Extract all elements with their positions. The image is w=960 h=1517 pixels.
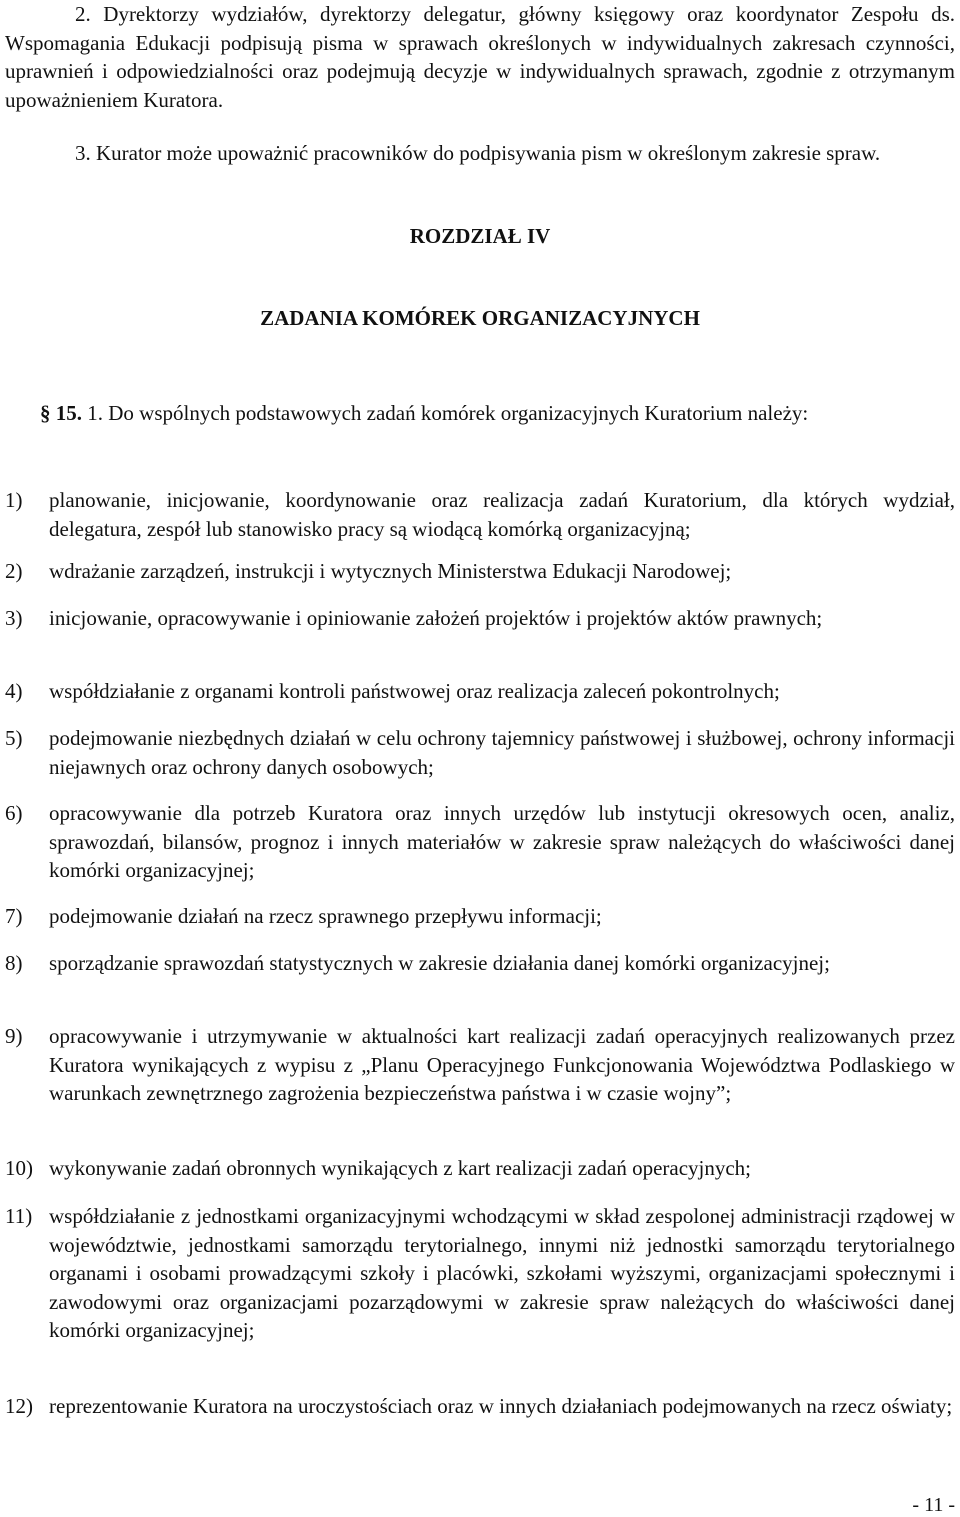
list-item [5, 1022, 955, 1108]
list-item-text: podejmowanie działań na rzecz sprawnego przepływu informacji; [49, 904, 602, 928]
list-item-text: podejmowanie niezbędnych działań w celu ochrony tajemnicy państwowej i służbowej, ochrony informacji niejawnych oraz ochrony danych osobowych; [49, 726, 955, 779]
list-item-number: 2) [5, 559, 23, 583]
list-item-text: wdrażanie zarządzeń, instrukcji i wytycznych Ministerstwa Edukacji Narodowej; [49, 559, 732, 583]
list-item [5, 677, 955, 706]
list-item-text: sporządzanie sprawozdań statystycznych w zakresie działania danej komórki organizacyjnej; [49, 951, 830, 975]
section-15-text: 1. Do wspólnych podstawowych zadań komórek organizacyjnych Kuratorium należy: [87, 401, 809, 425]
section-15-intro [5, 399, 955, 428]
list-item [5, 1154, 955, 1183]
list-item-text: wykonywanie zadań obronnych wynikających z kart realizacji zadań operacyjnych; [49, 1156, 752, 1180]
list-item [5, 1392, 955, 1421]
list-item-number: 10) [5, 1156, 33, 1180]
list-item-text: współdziałanie z organami kontroli państwowej oraz realizacja zaleceń pokontrolnych; [49, 679, 780, 703]
list-item-number: 1) [5, 488, 23, 512]
paragraph-3: 3. Kurator może upoważnić pracowników do podpisywania pism w określonym zakresie spraw. [75, 141, 881, 165]
list-item-text: reprezentowanie Kuratora na uroczystościach oraz w innych działaniach podejmowanych na rzecz oświaty; [49, 1394, 953, 1418]
section-number: § 15. [40, 401, 82, 425]
chapter-title: ZADANIA KOMÓREK ORGANIZACYJNYCH [260, 306, 700, 330]
list-item [5, 724, 955, 781]
list-item-number: 5) [5, 726, 23, 750]
chapter-number: ROZDZIAŁ IV [409, 224, 551, 248]
list-item-text: opracowywanie dla potrzeb Kuratora oraz innych urzędów lub instytucji okresowych ocen, analiz, sprawozdań, bilansów, prognoz i innych materiałów w zakresie spraw należących do właściwości danej komórki organizacyjnej; [49, 801, 955, 882]
list-item-number: 11) [5, 1204, 33, 1228]
list-item-text: planowanie, inicjowanie, koordynowanie oraz realizacja zadań Kuratorium, dla których wydział, delegatura, zespół lub stanowisko pracy są wiodącą komórką organizacyjną; [49, 488, 955, 541]
list-item-number: 7) [5, 904, 23, 928]
list-item-number: 8) [5, 951, 23, 975]
list-item-number: 6) [5, 801, 23, 825]
list-item-text: współdziałanie z jednostkami organizacyjnymi wchodzącymi w skład zespolonej administracji rządowej w województwie, jednostkami samorządu terytorialnego, innymi niż jednostki samorządu terytorialnego organami i osobami prowadzącymi szkoły i placówki, szkołami wyższymi, organizacjami społecznymi i zawodowymi oraz organizacjami pozarządowymi w zakresie spraw należących do właściwości danej komórki organizacyjnej; [49, 1204, 955, 1342]
list-item-text: inicjowanie, opracowywanie i opiniowanie założeń projektów i projektów aktów prawnych; [49, 606, 823, 630]
list-item [5, 799, 955, 885]
list-item [5, 1202, 955, 1345]
page-number: - 11 - [912, 1494, 955, 1516]
list-item [5, 949, 955, 978]
list-item-number: 4) [5, 679, 23, 703]
list-item [5, 486, 955, 543]
list-item [5, 604, 955, 633]
list-item [5, 902, 955, 931]
list-item [5, 557, 955, 586]
paragraph-2: 2. Dyrektorzy wydziałów, dyrektorzy delegatur, główny księgowy oraz koordynator Zespołu ds. Wspomagania Edukacji podpisują pisma w sprawach określonych w indywidualnych zakresach czynności, uprawnień i odpowiedzialności oraz podejmują decyzje w indywidualnych sprawach, zgodnie z otrzymanym upoważnieniem Kuratora. [5, 2, 955, 112]
list-item-number: 9) [5, 1024, 23, 1048]
list-item-text: opracowywanie i utrzymywanie w aktualności kart realizacji zadań operacyjnych realizowanych przez Kuratora wynikających z wypisu z „Planu Operacyjnego Funkcjonowania Województwa Podlaskiego w warunkach zewnętrznego zagrożenia bezpieczeństwa państwa i w czasie wojny”; [49, 1024, 955, 1105]
list-item-number: 3) [5, 606, 23, 630]
list-item-number: 12) [5, 1394, 33, 1418]
